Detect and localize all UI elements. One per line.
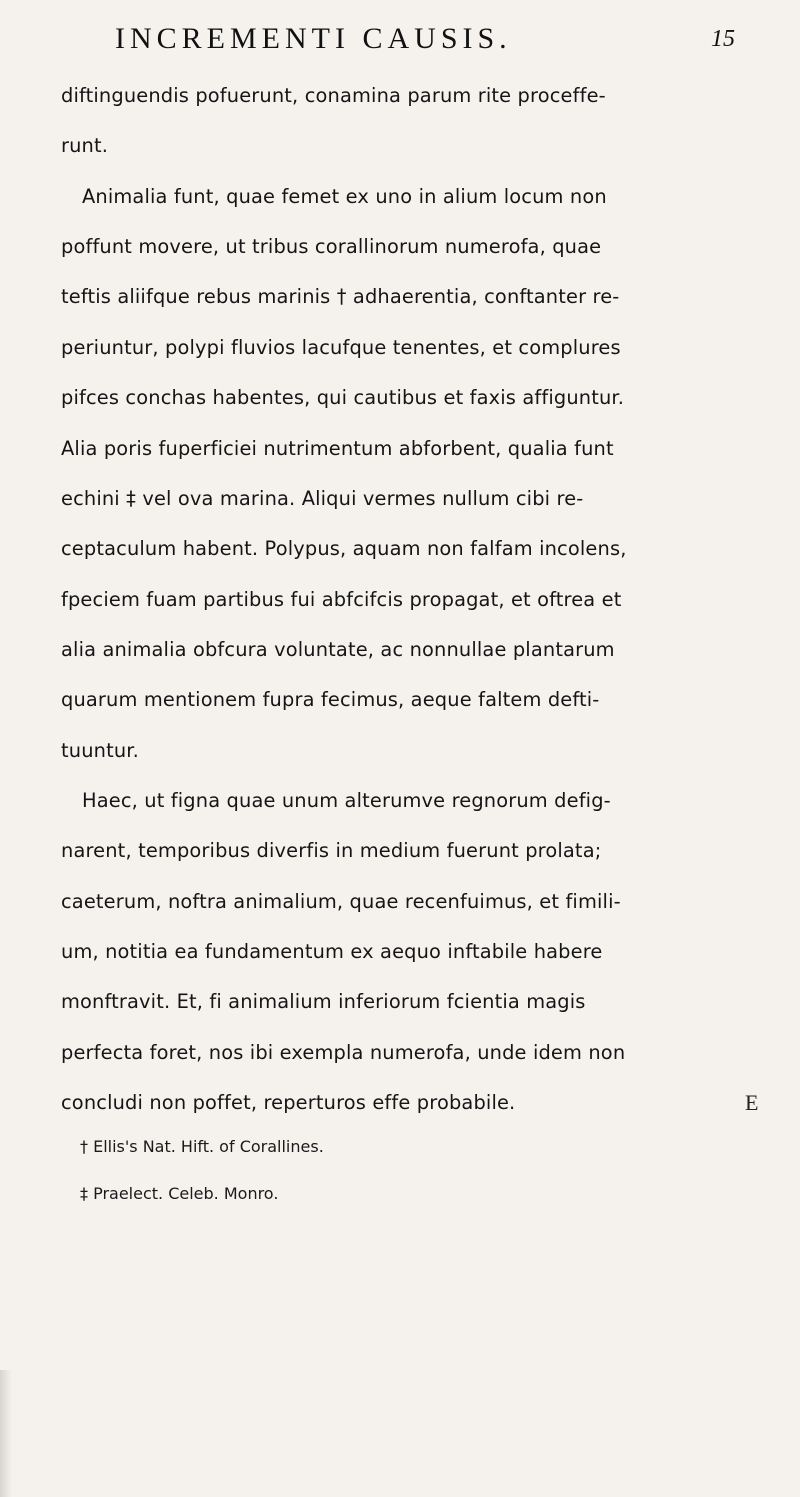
footnote-ellis: † Ellis's Nat. Hift. of Corallines. bbox=[80, 1137, 324, 1156]
catchword: E bbox=[745, 1090, 759, 1115]
text-line: Alia poris fuperficiei nutrimentum abforbent, qualia funt bbox=[61, 437, 614, 460]
text-line: periuntur, polypi fluvios lacufque tenentes, et complures bbox=[61, 336, 621, 359]
footnote-monro: ‡ Praelect. Celeb. Monro. bbox=[80, 1184, 279, 1203]
text-line: alia animalia obfcura voluntate, ac nonnullae plantarum bbox=[61, 638, 615, 661]
text-line: Animalia funt, quae femet ex uno in alium locum non bbox=[82, 185, 607, 208]
text-line: poffunt movere, ut tribus corallinorum numerofa, quae bbox=[61, 235, 602, 258]
text-line: runt. bbox=[61, 134, 109, 157]
text-line: caeterum, noftra animalium, quae recenfuimus, et fimili- bbox=[61, 890, 621, 913]
text-line: tuuntur. bbox=[61, 739, 139, 762]
text-line: fpeciem fuam partibus fui abfcifcis propagat, et oftrea et bbox=[61, 588, 622, 611]
text-line: teftis aliifque rebus marinis † adhaerentia, conftanter re- bbox=[61, 285, 620, 308]
text-line: concludi non poffet, reperturos effe probabile. bbox=[61, 1091, 516, 1114]
text-line: pifces conchas habentes, qui cautibus et faxis affiguntur. bbox=[61, 386, 625, 409]
running-title: INCREMENTI CAUSIS. bbox=[115, 22, 512, 55]
text-line: monftravit. Et, fi animalium inferiorum fcientia magis bbox=[61, 990, 586, 1013]
text-line: quarum mentionem fupra fecimus, aeque faltem defti- bbox=[61, 688, 600, 711]
page-number: 15 bbox=[711, 26, 735, 52]
text-line: diftinguendis pofuerunt, conamina parum rite proceffe- bbox=[61, 84, 606, 107]
text-line: perfecta foret, nos ibi exempla numerofa, unde idem non bbox=[61, 1041, 626, 1064]
text-line: Haec, ut figna quae unum alterumve regnorum defig- bbox=[82, 789, 611, 812]
text-line: ceptaculum habent. Polypus, aquam non falfam incolens, bbox=[61, 537, 627, 560]
text-line: narent, temporibus diverfis in medium fuerunt prolata; bbox=[61, 839, 602, 862]
text-line: echini ‡ vel ova marina. Aliqui vermes nullum cibi re- bbox=[61, 487, 584, 510]
page-edge-shadow bbox=[0, 1370, 12, 1497]
text-line: um, notitia ea fundamentum ex aequo inftabile habere bbox=[61, 940, 603, 963]
running-head bbox=[115, 22, 735, 62]
